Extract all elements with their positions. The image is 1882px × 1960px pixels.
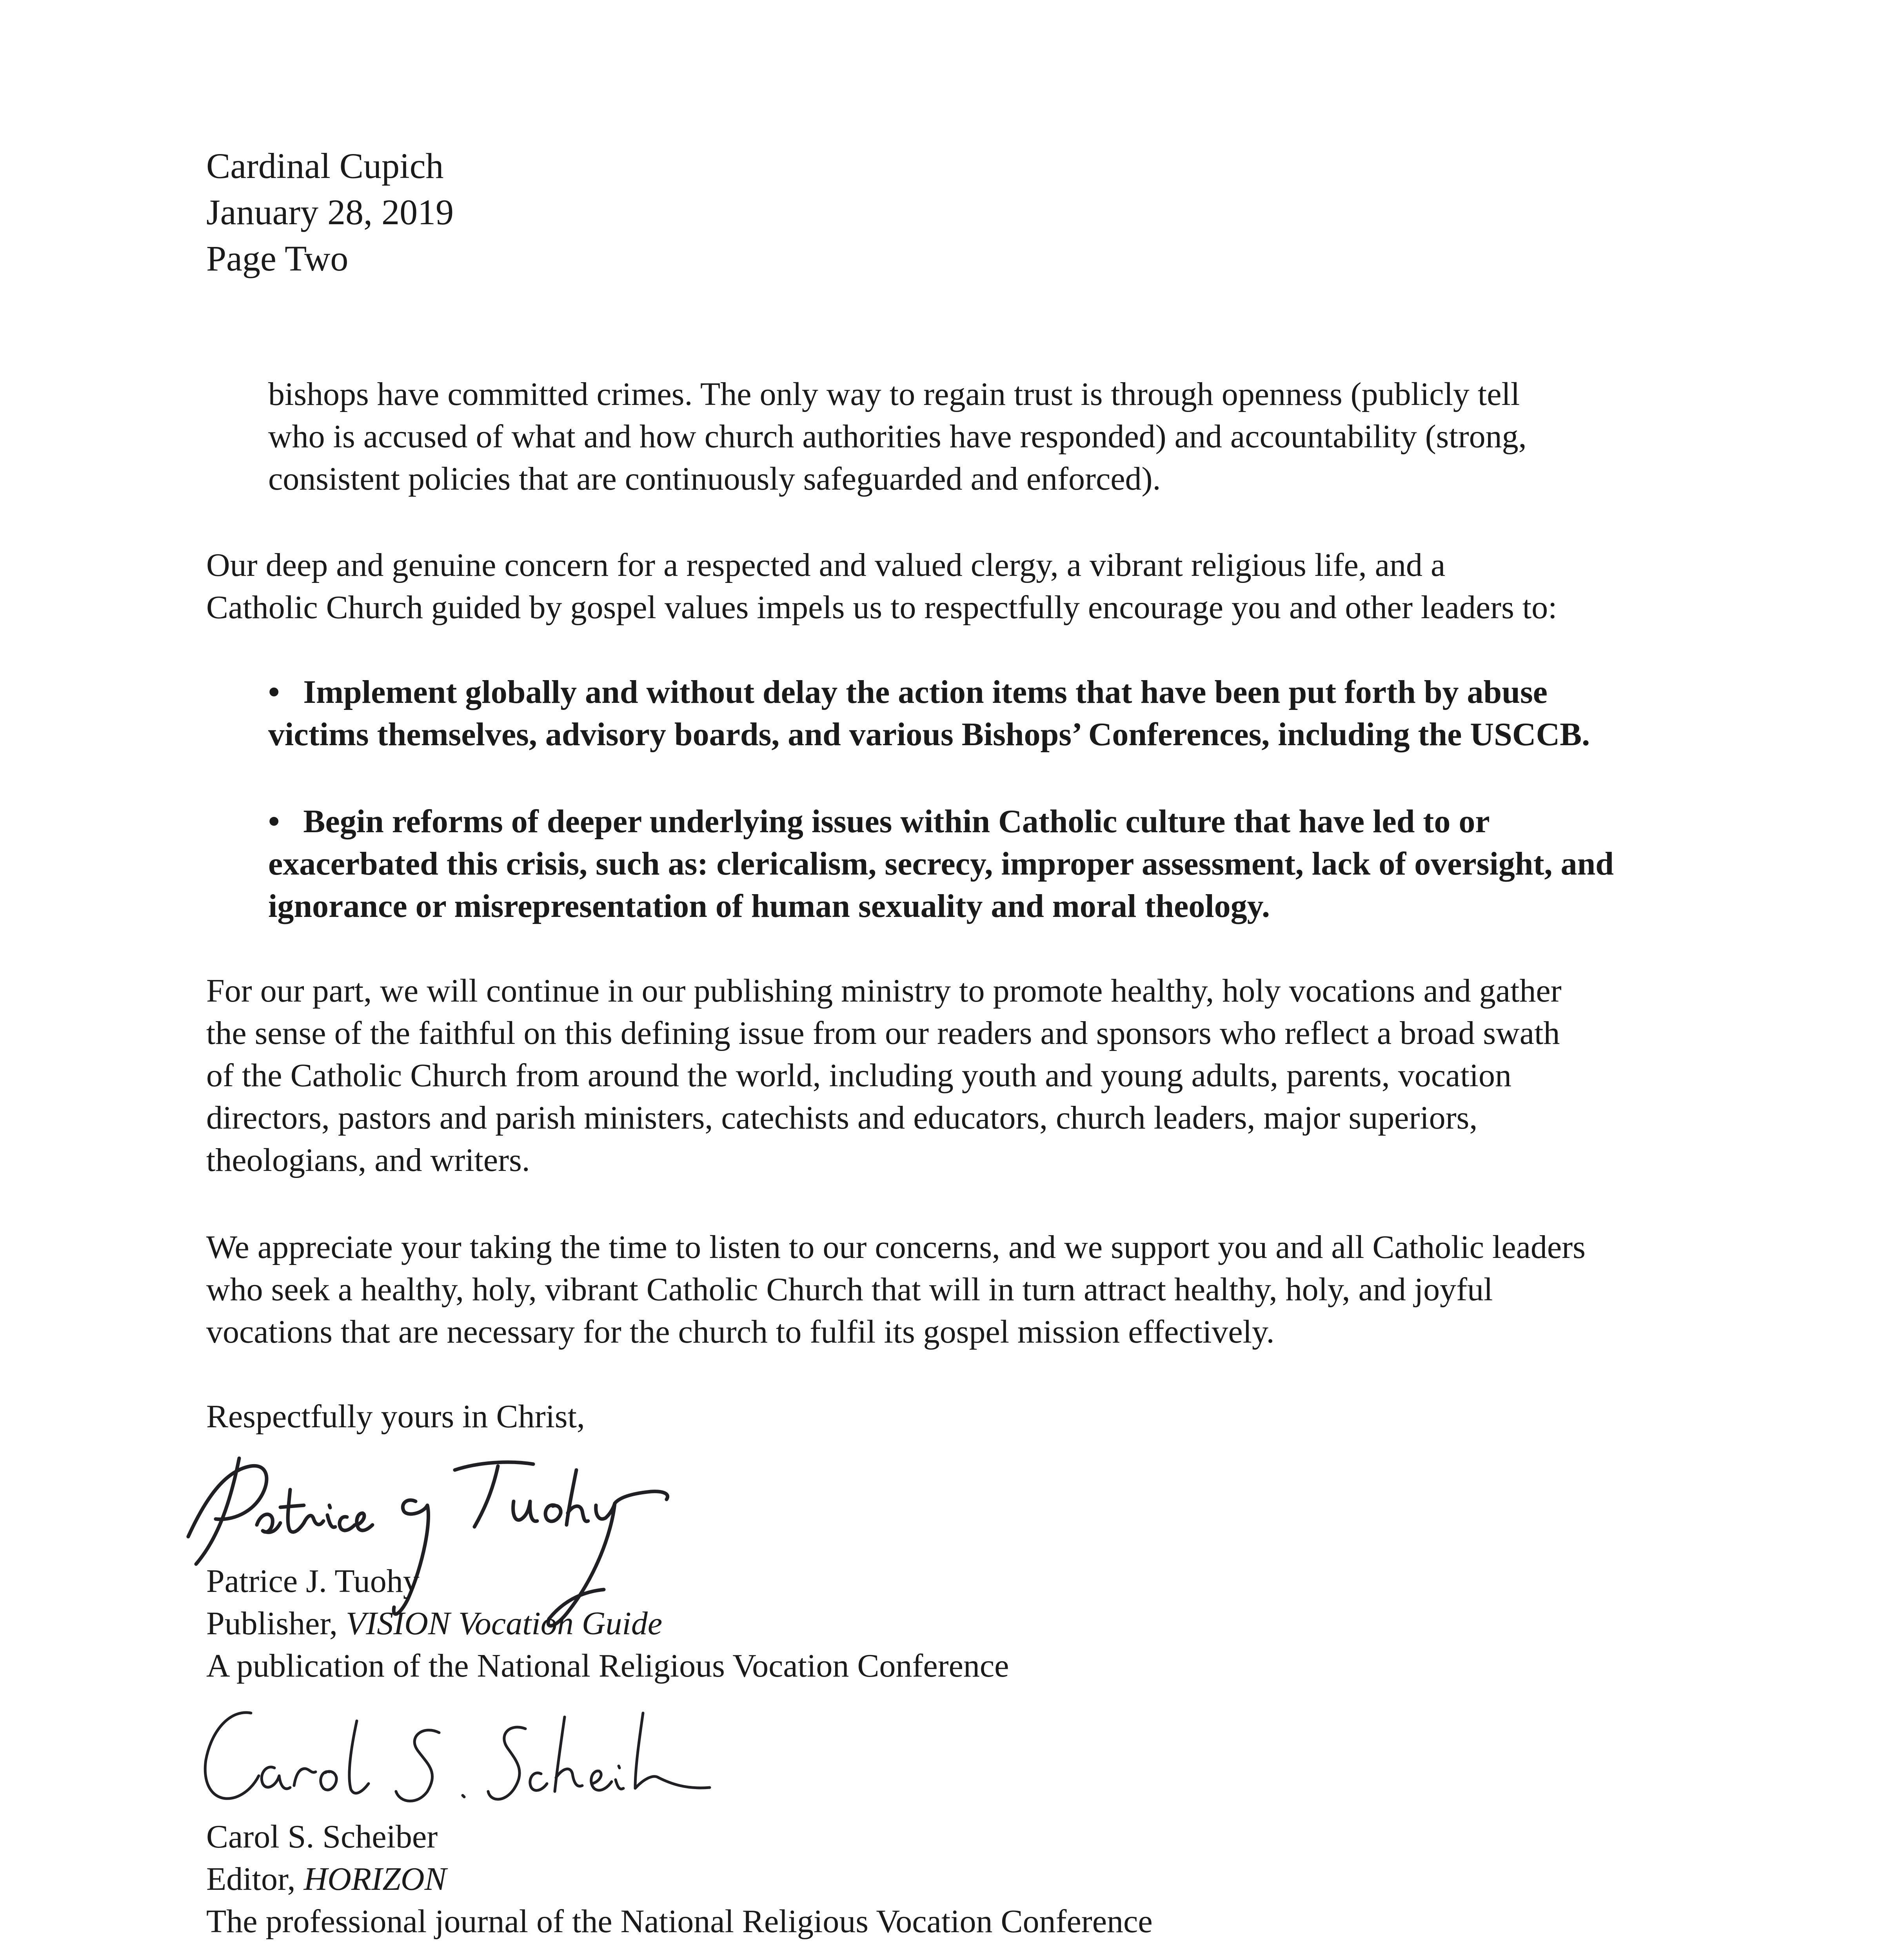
paragraph-line: who is accused of what and how church authorities have responded) and accountability (strong,: [268, 418, 1527, 455]
signatory-1-title: Publisher, VISION Vocation Guide: [206, 1605, 663, 1642]
bullet-item-implement: [268, 671, 1590, 756]
paragraph-line: of the Catholic Church from around the world, including youth and young adults, parents, vocation: [206, 1057, 1511, 1094]
appreciation-paragraph: [206, 1226, 1586, 1353]
concern-paragraph: [206, 544, 1557, 629]
signatory-1-org: A publication of the National Religious Vocation Conference: [206, 1648, 1009, 1684]
bullet-line: exacerbated this crisis, such as: clericalism, secrecy, improper assessment, lack of oversight, and: [268, 846, 1614, 882]
bullet-line: victims themselves, advisory boards, and various Bishops’ Conferences, including the USCCB.: [268, 716, 1590, 753]
paragraph-line: consistent policies that are continuously safeguarded and enforced).: [268, 461, 1161, 497]
signatory-2-title: Editor, HORIZON: [206, 1861, 447, 1897]
continued-paragraph: [268, 373, 1527, 500]
signatory-1-name: Patrice J. Tuohy: [206, 1563, 420, 1599]
paragraph-line: Our deep and genuine concern for a respected and valued clergy, a vibrant religious life, and a: [206, 547, 1446, 583]
signatory-2-name: Carol S. Scheiber: [206, 1818, 438, 1855]
paragraph-line: Catholic Church guided by gospel values impels us to respectfully encourage you and other leaders to:: [206, 589, 1557, 626]
paragraph-line: theologians, and writers.: [206, 1142, 530, 1178]
paragraph-line: directors, pastors and parish ministers, catechists and educators, church leaders, major superiors,: [206, 1100, 1478, 1136]
signatory-2-org: The professional journal of the National Religious Vocation Conference: [206, 1903, 1153, 1940]
paragraph-line: the sense of the faithful on this defining issue from our readers and sponsors who reflect a broad swath: [206, 1015, 1560, 1051]
paragraph-line: We appreciate your taking the time to listen to our concerns, and we support you and all Catholic leaders: [206, 1229, 1586, 1265]
signatory-1-block: [206, 1560, 1009, 1687]
bullet-line: Begin reforms of deeper underlying issues within Catholic culture that have led to or: [303, 803, 1490, 840]
signatory-2-block: [206, 1816, 1153, 1943]
publication-horizon-title: HORIZON: [303, 1861, 447, 1897]
bullet-marker: •: [268, 803, 280, 840]
header-page: Page Two: [206, 238, 349, 278]
ministry-paragraph: [206, 970, 1562, 1181]
publication-vision-title: VISION Vocation Guide: [345, 1605, 663, 1642]
paragraph-line: who seek a healthy, holy, vibrant Catholic Church that will in turn attract healthy, holy, and joyful: [206, 1271, 1493, 1308]
bullet-marker: •: [268, 674, 280, 710]
bullet-line: Implement globally and without delay the action items that have been put forth by abuse: [303, 674, 1548, 710]
header-date: January 28, 2019: [206, 192, 454, 232]
paragraph-line: bishops have committed crimes. The only way to regain trust is through openness (publicly tell: [268, 376, 1520, 412]
closing-salutation: Respectfully yours in Christ,: [206, 1398, 585, 1435]
bullet-item-reforms: [268, 800, 1614, 927]
paragraph-line: vocations that are necessary for the church to fulfil its gospel mission effectively.: [206, 1314, 1275, 1350]
bullet-line: ignorance or misrepresentation of human sexuality and moral theology.: [268, 888, 1270, 924]
paragraph-line: For our part, we will continue in our publishing ministry to promote healthy, holy vocations and gather: [206, 973, 1562, 1009]
header-recipient: Cardinal Cupich: [206, 146, 444, 186]
